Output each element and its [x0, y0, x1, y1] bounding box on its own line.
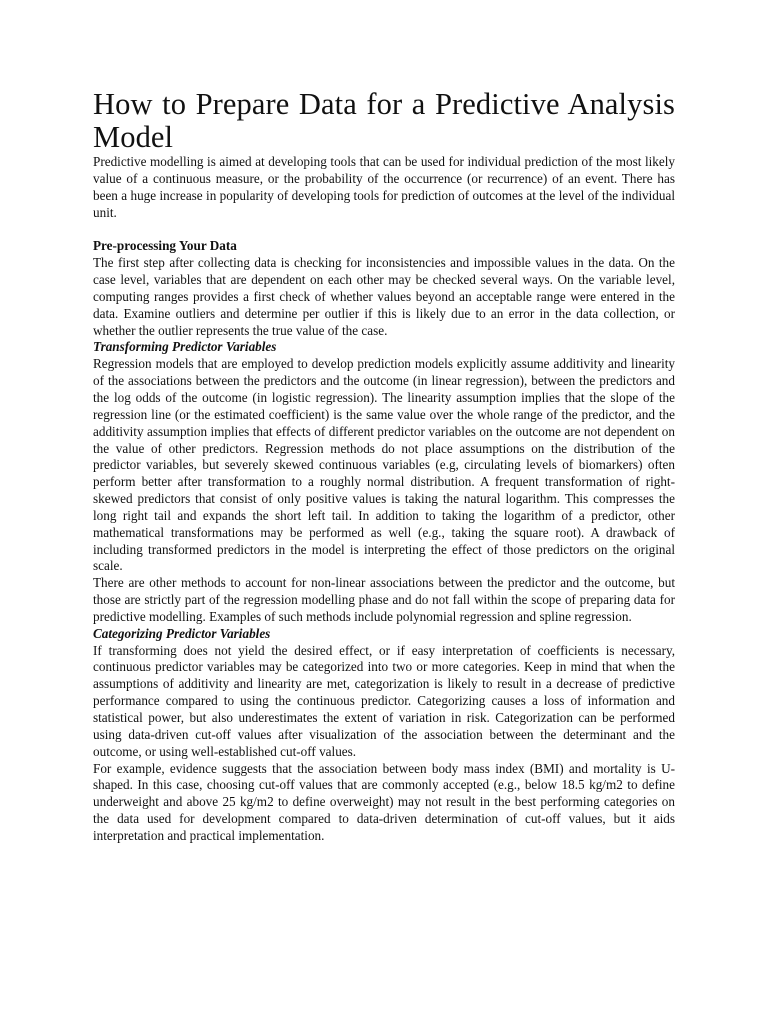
- transforming-paragraph-2: There are other methods to account for non-linear associations between the predictor and the outcome, but those are strictly part of the regression modelling phase and do not fall within the scope of preparing data for predictive modelling. Examples of such methods include polynomial regression and spline regression.: [93, 575, 675, 624]
- section-spacer: [93, 221, 675, 238]
- section-heading-categorizing: Categorizing Predictor Variables: [93, 625, 271, 641]
- document-page: [93, 88, 675, 845]
- intro-paragraph: Predictive modelling is aimed at developing tools that can be used for individual prediction of the most likely value of a continuous measure, or the probability of the occurrence (or recurrence) of an event. There has been a huge increase in popularity of developing tools for prediction of outcomes at the level of the individual unit.: [93, 154, 675, 220]
- section-heading-transforming: Transforming Predictor Variables: [93, 339, 277, 355]
- preprocessing-paragraph: The first step after collecting data is checking for inconsistencies and impossible values in the data. On the case level, variables that are dependent on each other may be checked several ways. On the variable level, computing ranges provides a first check of whether values beyond an acceptable range were entered in the data. Examine outliers and determine per outlier if this is likely due to an error in the data collection, or whether the outlier represents the true value of the case.: [93, 255, 675, 338]
- transforming-paragraph-1: Regression models that are employed to develop prediction models explicitly assume additivity and linearity of the associations between the predictors and the outcome (in linear regression), between the predictors and the log odds of the outcome (in logistic regression). The linearity assumption implies that the slope of the regression line (or the estimated coefficient) is the same value over the whole range of the predictor, and the additivity assumption implies that effects of different predictor variables on the outcome are not dependent on the value of other predictors. Regression methods do not place assumptions on the distribution of the predictor variables, but severely skewed continuous variables (e.g, circulating levels of biomarkers) often perform better after transformation to a roughly normal distribution. A frequent transformation of right-skewed predictors that consist of only positive values is taking the natural logarithm. This compresses the long right tail and expands the short left tail. In addition to taking the logarithm of a predictor, other mathematical transformations may be performed as well (e.g., taking the square root). A drawback of including transformed predictors in the model is interpreting the effect of those predictors on the original scale.: [93, 356, 675, 574]
- categorizing-paragraph-1: If transforming does not yield the desired effect, or if easy interpretation of coefficients is necessary, continuous predictor variables may be categorized into two or more categories. Keep in mind that when the assumptions of additivity and linearity are met, categorization is likely to result in a decrease of predictive performance compared to using the continuous predictor. Categorizing causes a loss of information and statistical power, but also underestimates the extent of variation in risk. Categorization can be performed using data-driven cut-off values after visualization of the association between the determinant and the outcome, or using well-established cut-off values.: [93, 642, 675, 759]
- categorizing-paragraph-2: For example, evidence suggests that the association between body mass index (BMI) and mortality is U-shaped. In this case, choosing cut-off values that are commonly accepted (e.g., below 18.5 kg/m2 to define underweight and above 25 kg/m2 to define overweight) may not result in the best performing categories on the data used for development compared to data-driven determination of cut-off values, but it aids interpretation and practical implementation.: [93, 760, 675, 843]
- section-heading-preprocessing: Pre-processing Your Data: [93, 238, 237, 254]
- page-title: How to Prepare Data for a Predictive Analysis Model: [93, 87, 675, 154]
